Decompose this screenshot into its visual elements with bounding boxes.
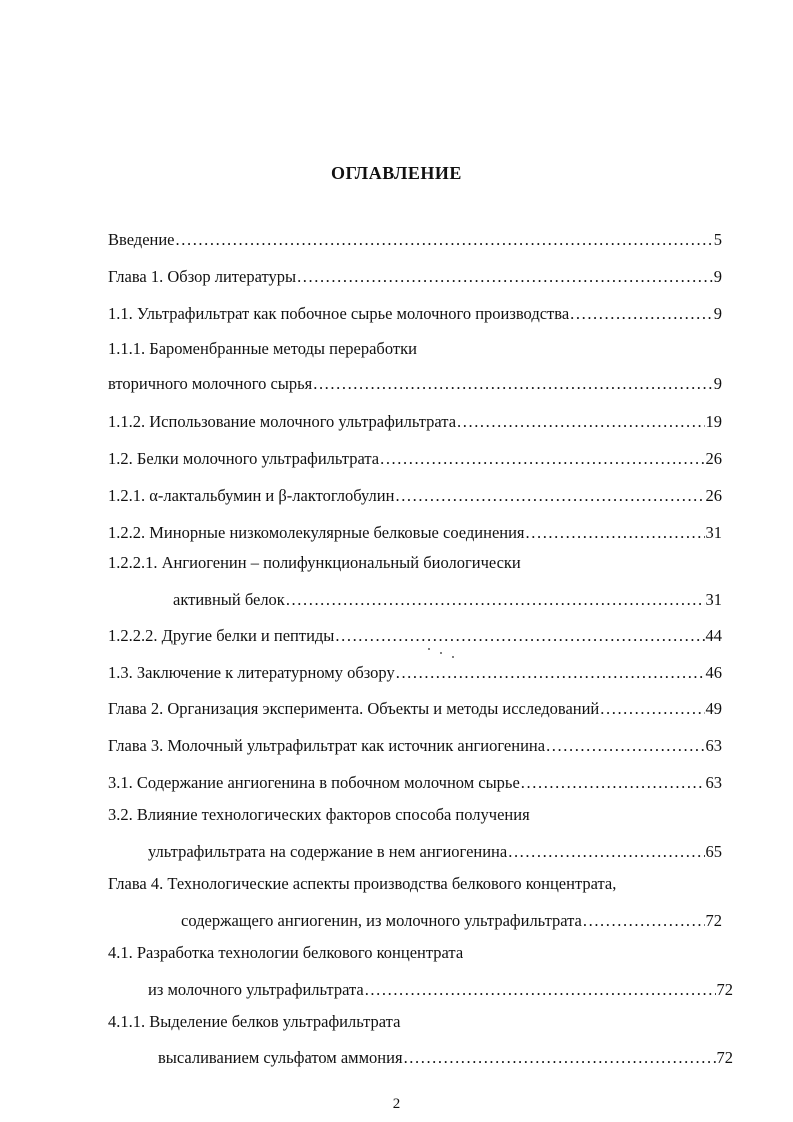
toc-entry-4-1-line1: 4.1. Разработка технологии белкового концентрата	[108, 943, 464, 962]
toc-entry-1-2-2-1	[173, 588, 722, 610]
toc-leader-dots	[395, 486, 704, 506]
toc-entry-text: ультрафильтрата на содержание в нем ангиогенина	[148, 842, 508, 861]
toc-page-number: 49	[705, 699, 722, 718]
toc-entry-text: 1.3. Заключение к литературному обзору	[108, 663, 395, 682]
toc-entry-text: вторичного молочного сырья	[108, 374, 313, 393]
toc-entry-text: 1.2.1. α-лактальбумин и β-лактоглобулин	[108, 486, 395, 505]
toc-entry-1-2-2-2	[108, 624, 722, 646]
toc-entry-4-1-1-line1: 4.1.1. Выделение белков ультрафильтрата	[108, 1012, 401, 1031]
toc-entry-1-2-2	[108, 521, 722, 543]
toc-leader-dots	[600, 699, 704, 719]
toc-leader-dots	[457, 412, 704, 432]
toc-leader-dots	[526, 523, 705, 543]
toc-leader-dots	[396, 663, 705, 683]
toc-entry-text: 1.1.2. Использование молочного ультрафильтрата	[108, 412, 457, 431]
toc-entry-3-2	[148, 840, 722, 862]
toc-page-number: 9	[713, 374, 722, 393]
toc-entry-text: высаливанием сульфатом аммония	[158, 1048, 403, 1067]
toc-leader-dots	[546, 736, 704, 756]
scan-speck	[440, 652, 442, 654]
toc-entry-1-1-2	[108, 410, 722, 432]
toc-leader-dots	[176, 230, 713, 250]
toc-leader-dots	[570, 304, 713, 324]
toc-page-number: 72	[705, 911, 722, 930]
toc-entry-3-1	[108, 771, 722, 793]
toc-entry-text: содержащего ангиогенин, из молочного ультрафильтрата	[181, 911, 582, 930]
toc-entry-text: Введение	[108, 230, 175, 249]
toc-page-number: 31	[705, 590, 722, 609]
toc-entry-1-3	[108, 661, 722, 683]
toc-entry-text: Глава 1. Обзор литературы	[108, 267, 297, 286]
toc-entry-1-1	[108, 302, 722, 324]
toc-page-number: 26	[705, 486, 722, 505]
toc-page-number: 72	[716, 980, 733, 999]
toc-entry-1-2	[108, 447, 722, 469]
toc-page-number: 19	[705, 412, 722, 431]
toc-entry-3-2-line1: 3.2. Влияние технологических факторов способа получения	[108, 805, 530, 824]
toc-page-number: 9	[713, 267, 722, 286]
scan-speck	[428, 648, 430, 650]
toc-entry-4-1-1	[158, 1046, 733, 1068]
toc-entry-text: 1.1. Ультрафильтрат как побочное сырье молочного производства	[108, 304, 570, 323]
toc-page-number: 9	[713, 304, 722, 323]
toc-page-number: 31	[705, 523, 722, 542]
toc-entry-1-1-1	[108, 372, 722, 394]
toc-leader-dots	[380, 449, 704, 469]
toc-leader-dots	[313, 374, 713, 394]
toc-page-number: 26	[705, 449, 722, 468]
toc-leader-dots	[365, 980, 716, 1000]
toc-leader-dots	[404, 1048, 716, 1068]
toc-entry-4-1	[148, 978, 733, 1000]
page-number: 2	[392, 1096, 401, 1112]
toc-page-number: 5	[713, 230, 722, 249]
toc-leader-dots	[521, 773, 705, 793]
toc-leader-dots	[583, 911, 705, 931]
toc-entry-text: 1.2.2. Минорные низкомолекулярные белковые соединения	[108, 523, 525, 542]
scan-speck	[452, 656, 454, 658]
toc-entry-chapter-1	[108, 265, 722, 287]
toc-page-number: 44	[705, 626, 722, 645]
toc-entry-chapter-2	[108, 697, 722, 719]
toc-entry-1-2-1	[108, 484, 722, 506]
toc-page-number: 46	[705, 663, 722, 682]
toc-leader-dots	[297, 267, 713, 287]
toc-entry-1-1-1-line1: 1.1.1. Бароменбранные методы переработки	[108, 339, 417, 358]
toc-entry-text: Глава 3. Молочный ультрафильтрат как источник ангиогенина	[108, 736, 546, 755]
toc-entry-chapter-4	[181, 909, 722, 931]
toc-entry-chapter-4-line1: Глава 4. Технологические аспекты производства белкового концентрата,	[108, 874, 617, 893]
toc-entry-1-2-2-1-line1: 1.2.2.1. Ангиогенин – полифункциональный биологически	[108, 553, 521, 572]
toc-entry-text: Глава 2. Организация эксперимента. Объекты и методы исследований	[108, 699, 600, 718]
toc-entry-text: 3.1. Содержание ангиогенина в побочном молочном сырье	[108, 773, 520, 792]
toc-leader-dots	[335, 626, 704, 646]
toc-entry-introduction	[108, 228, 722, 250]
toc-entry-text: из молочного ультрафильтрата	[148, 980, 364, 999]
toc-entry-text: активный белок	[173, 590, 285, 609]
toc-entry-text: 1.2. Белки молочного ультрафильтрата	[108, 449, 380, 468]
toc-leader-dots	[286, 590, 705, 610]
page-title: ОГЛАВЛЕНИЕ	[331, 163, 462, 183]
toc-entry-chapter-3	[108, 734, 722, 756]
toc-leader-dots	[508, 842, 704, 862]
toc-page-number: 65	[705, 842, 722, 861]
toc-page-number: 72	[716, 1048, 733, 1067]
toc-page-number: 63	[705, 773, 722, 792]
toc-page-number: 63	[705, 736, 722, 755]
toc-entry-text: 1.2.2.2. Другие белки и пептиды	[108, 626, 335, 645]
